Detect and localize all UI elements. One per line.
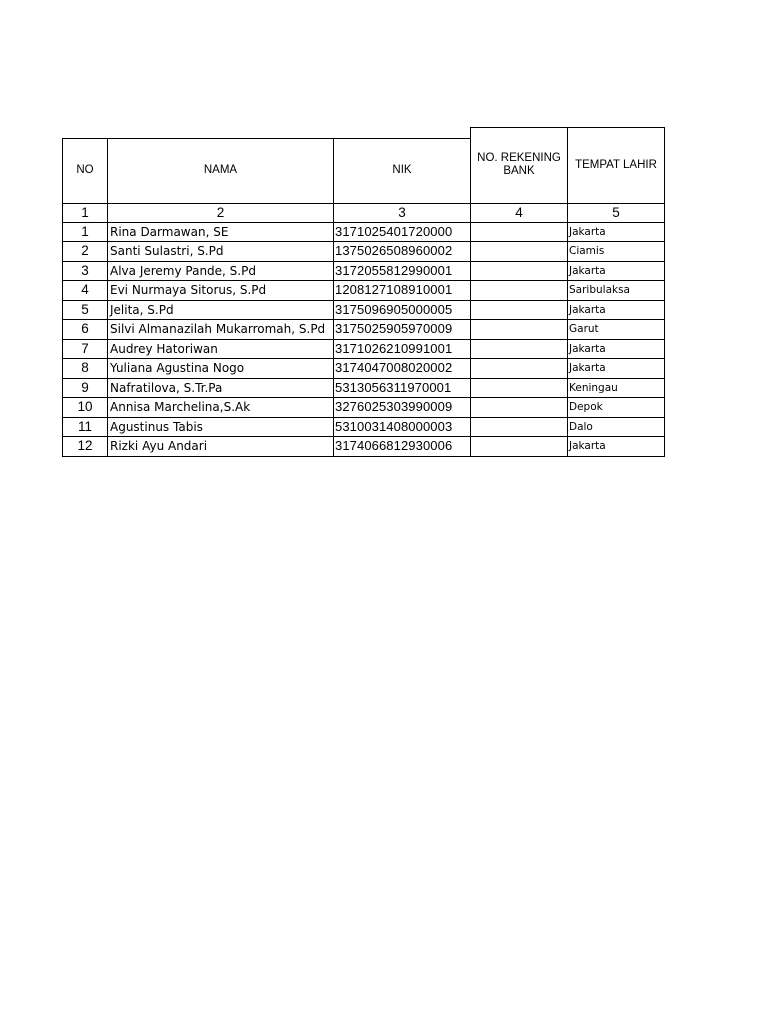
tempat-lahir-cell: Depok bbox=[568, 398, 665, 418]
table-row bbox=[63, 359, 665, 379]
header-tempat-lahir: TEMPAT LAHIR bbox=[568, 128, 665, 204]
name-cell: Nafratilova, S.Tr.Pa bbox=[108, 378, 334, 398]
tempat-lahir-cell: Jakarta bbox=[568, 300, 665, 320]
header-rekening: NO. REKENING BANK bbox=[471, 128, 568, 204]
row-number-cell: 10 bbox=[63, 398, 108, 418]
row-number-cell: 9 bbox=[63, 378, 108, 398]
nik-cell: 3174047008020002 bbox=[334, 359, 471, 379]
column-number-row bbox=[63, 203, 665, 222]
row-number-cell: 5 bbox=[63, 300, 108, 320]
nik-cell: 3175096905000005 bbox=[334, 300, 471, 320]
tempat-lahir-cell: Ciamis bbox=[568, 242, 665, 262]
header-nik: NIK bbox=[334, 138, 471, 203]
tempat-lahir-cell: Dalo bbox=[568, 417, 665, 437]
nik-cell: 3276025303990009 bbox=[334, 398, 471, 418]
rekening-cell bbox=[471, 281, 568, 301]
row-number-cell: 4 bbox=[63, 281, 108, 301]
table-row bbox=[63, 437, 665, 457]
row-number-cell: 3 bbox=[63, 261, 108, 281]
header-nama: NAMA bbox=[108, 138, 334, 203]
name-cell: Alva Jeremy Pande, S.Pd bbox=[108, 261, 334, 281]
rekening-cell bbox=[471, 339, 568, 359]
tempat-lahir-cell: Saribulaksa bbox=[568, 281, 665, 301]
row-number-cell: 11 bbox=[63, 417, 108, 437]
tempat-lahir-cell: Keningau bbox=[568, 378, 665, 398]
rekening-cell bbox=[471, 261, 568, 281]
name-cell: Silvi Almanazilah Mukarromah, S.Pd bbox=[108, 320, 334, 340]
row-number-cell: 12 bbox=[63, 437, 108, 457]
tempat-lahir-cell: Jakarta bbox=[568, 339, 665, 359]
tempat-lahir-cell: Jakarta bbox=[568, 359, 665, 379]
name-cell: Annisa Marchelina,S.Ak bbox=[108, 398, 334, 418]
table-row bbox=[63, 378, 665, 398]
employee-table bbox=[62, 127, 665, 457]
name-cell: Yuliana Agustina Nogo bbox=[108, 359, 334, 379]
nik-cell: 3174066812930006 bbox=[334, 437, 471, 457]
rekening-cell bbox=[471, 222, 568, 242]
column-number: 4 bbox=[471, 203, 568, 222]
row-number-cell: 7 bbox=[63, 339, 108, 359]
nik-cell: 1208127108910001 bbox=[334, 281, 471, 301]
nik-cell: 3175025905970009 bbox=[334, 320, 471, 340]
name-cell: Evi Nurmaya Sitorus, S.Pd bbox=[108, 281, 334, 301]
nik-cell: 3172055812990001 bbox=[334, 261, 471, 281]
column-number: 5 bbox=[568, 203, 665, 222]
table-row bbox=[63, 242, 665, 262]
table-row bbox=[63, 261, 665, 281]
header-top-band bbox=[63, 128, 665, 139]
nik-cell: 1375026508960002 bbox=[334, 242, 471, 262]
tempat-lahir-cell: Jakarta bbox=[568, 261, 665, 281]
table-row bbox=[63, 417, 665, 437]
column-number: 1 bbox=[63, 203, 108, 222]
column-number: 3 bbox=[334, 203, 471, 222]
tempat-lahir-cell: Jakarta bbox=[568, 222, 665, 242]
name-cell: Rina Darmawan, SE bbox=[108, 222, 334, 242]
rekening-cell bbox=[471, 417, 568, 437]
name-cell: Audrey Hatoriwan bbox=[108, 339, 334, 359]
rekening-cell bbox=[471, 359, 568, 379]
tempat-lahir-cell: Jakarta bbox=[568, 437, 665, 457]
header-no: NO bbox=[63, 138, 108, 203]
name-cell: Santi Sulastri, S.Pd bbox=[108, 242, 334, 262]
rekening-cell bbox=[471, 320, 568, 340]
table-row bbox=[63, 339, 665, 359]
table-row bbox=[63, 222, 665, 242]
row-number-cell: 1 bbox=[63, 222, 108, 242]
rekening-cell bbox=[471, 300, 568, 320]
rekening-cell bbox=[471, 242, 568, 262]
table-row bbox=[63, 320, 665, 340]
table-row bbox=[63, 300, 665, 320]
rekening-cell bbox=[471, 398, 568, 418]
table-row bbox=[63, 281, 665, 301]
nik-cell: 3171025401720000 bbox=[334, 222, 471, 242]
row-number-cell: 2 bbox=[63, 242, 108, 262]
nik-cell: 3171026210991001 bbox=[334, 339, 471, 359]
rekening-cell bbox=[471, 437, 568, 457]
nik-cell: 5313056311970001 bbox=[334, 378, 471, 398]
table-row bbox=[63, 398, 665, 418]
row-number-cell: 8 bbox=[63, 359, 108, 379]
name-cell: Rizki Ayu Andari bbox=[108, 437, 334, 457]
name-cell: Agustinus Tabis bbox=[108, 417, 334, 437]
name-cell: Jelita, S.Pd bbox=[108, 300, 334, 320]
rekening-cell bbox=[471, 378, 568, 398]
row-number-cell: 6 bbox=[63, 320, 108, 340]
column-number: 2 bbox=[108, 203, 334, 222]
tempat-lahir-cell: Garut bbox=[568, 320, 665, 340]
nik-cell: 5310031408000003 bbox=[334, 417, 471, 437]
